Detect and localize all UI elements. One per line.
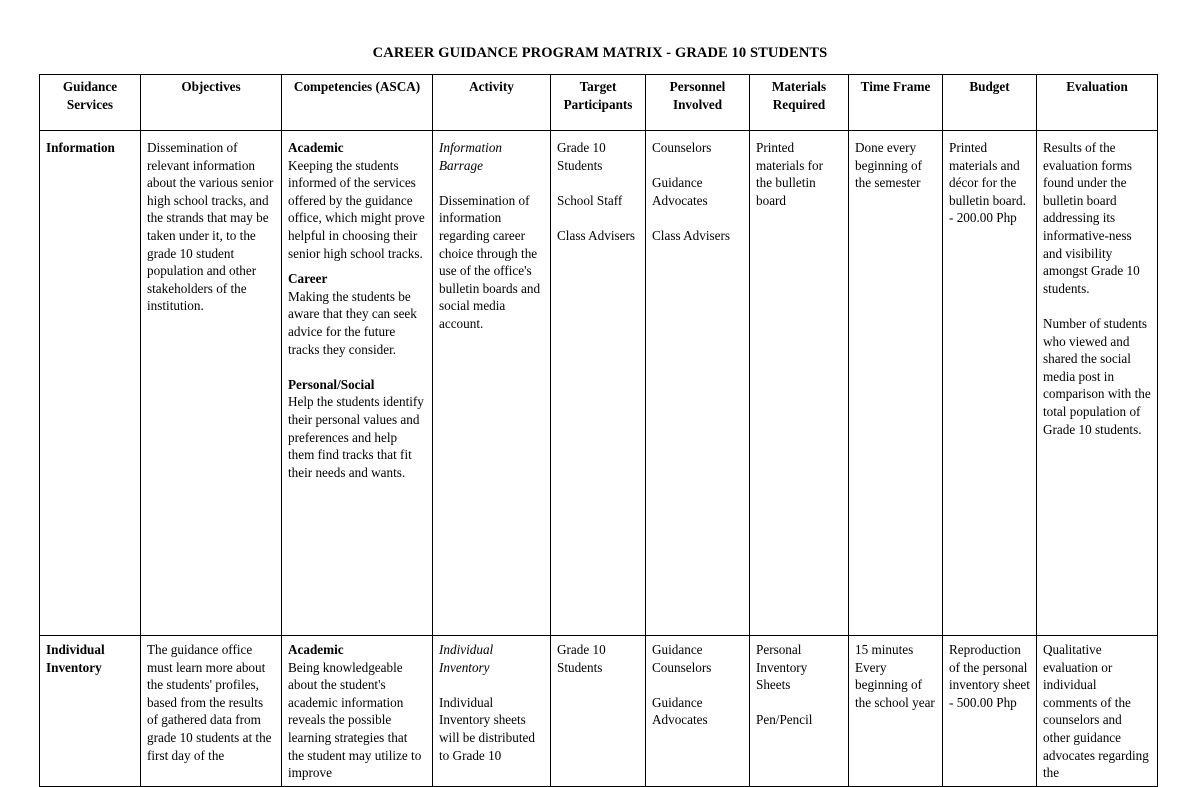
personnel-cell bbox=[646, 636, 750, 787]
personnel-item: Class Advisers bbox=[652, 227, 731, 243]
time-frame-item: 15 minutes bbox=[855, 642, 914, 657]
service-name: Individual Inventory bbox=[46, 642, 105, 675]
competency-text: Being knowledgeable about the student's academic information reveals the possible learning strategies that the student may utilize to improve bbox=[288, 659, 422, 781]
personnel-item: Guidance Counselors bbox=[652, 642, 712, 675]
objectives-cell bbox=[141, 131, 282, 636]
evaluation-item: Results of the evaluation forms found under the bulletin board addressing its informative-ness and visibility amongst Grade 10 students. bbox=[1043, 140, 1140, 296]
evaluation-cell bbox=[1037, 131, 1158, 636]
personnel-cell bbox=[646, 131, 750, 636]
evaluation-cell bbox=[1037, 636, 1158, 787]
header-budget: Budget bbox=[943, 75, 1037, 131]
service-cell bbox=[40, 636, 141, 787]
budget-text: Printed materials and décor for the bulletin board. - 200.00 Php bbox=[949, 140, 1026, 226]
service-name: Information bbox=[46, 140, 115, 155]
participants-cell bbox=[551, 636, 646, 787]
header-time-frame: Time Frame bbox=[849, 75, 943, 131]
participants-cell bbox=[551, 131, 646, 636]
table-row bbox=[40, 131, 1158, 636]
time-frame-cell bbox=[849, 636, 943, 787]
objectives-text: Dissemination of relevant information about the various senior high school tracks, and the strands that may be taken under it, to the grade 10 student population and other stakeholders of the institution. bbox=[147, 140, 274, 314]
table-row bbox=[40, 636, 1158, 787]
header-competencies: Competencies (ASCA) bbox=[282, 75, 433, 131]
personnel-item: Guidance Advocates bbox=[652, 694, 708, 728]
objectives-text: The guidance office must learn more about the students' profiles, based from the results of gathered data from grade 10 students at the first day of the bbox=[147, 642, 272, 763]
personnel-item: Guidance Advocates bbox=[652, 175, 708, 208]
time-frame-item: Every beginning of the school year bbox=[855, 659, 935, 710]
activity-description: Individual Inventory sheets will be distributed to Grade 10 bbox=[439, 694, 535, 763]
page-title: CAREER GUIDANCE PROGRAM MATRIX - GRADE 10 STUDENTS bbox=[372, 45, 828, 61]
participant-item: School Staff bbox=[557, 192, 623, 208]
competencies-cell bbox=[282, 636, 433, 787]
header-target-participants: Target Participants bbox=[551, 75, 646, 131]
material-item: Printed materials for the bulletin board bbox=[756, 140, 824, 208]
activity-cell bbox=[433, 636, 551, 787]
header-evaluation: Evaluation bbox=[1037, 75, 1158, 131]
personnel-item: Counselors bbox=[652, 140, 712, 155]
budget-cell bbox=[943, 636, 1037, 787]
materials-cell bbox=[750, 131, 849, 636]
competency-heading: Career bbox=[288, 271, 328, 287]
budget-cell bbox=[943, 131, 1037, 636]
material-item: Pen/Pencil bbox=[756, 712, 813, 728]
service-cell bbox=[40, 131, 141, 636]
evaluation-item: Qualitative evaluation or individual comments of the counselors and other guidance advocates regarding the bbox=[1043, 642, 1149, 781]
budget-text: Reproduction of the personal inventory sheet - 500.00 Php bbox=[949, 642, 1030, 710]
time-frame-cell bbox=[849, 131, 943, 636]
header-guidance-services: Guidance Services bbox=[40, 75, 141, 131]
competencies-cell bbox=[282, 131, 433, 636]
activity-name: Individual Inventory bbox=[439, 642, 494, 675]
competency-text: Help the students identify their personal values and preferences and help them find tracks that fit their needs and wants. bbox=[288, 394, 424, 480]
material-item: Personal Inventory Sheets bbox=[756, 642, 808, 693]
program-matrix-table bbox=[39, 74, 1158, 787]
participant-item: Grade 10 Students bbox=[557, 140, 606, 173]
participant-item: Grade 10 Students bbox=[557, 642, 606, 675]
competency-heading: Academic bbox=[288, 642, 344, 657]
competency-heading: Personal/Social bbox=[288, 376, 375, 392]
activity-cell bbox=[433, 131, 551, 636]
activity-description: Dissemination of information regarding career choice through the use of the office's bulletin boards and social media account. bbox=[439, 192, 541, 331]
time-frame-item: Done every beginning of the semester bbox=[855, 140, 923, 191]
header-personnel-involved: Personnel Involved bbox=[646, 75, 750, 131]
competency-text: Making the students be aware that they can seek advice for the future tracks they consider. bbox=[288, 288, 417, 357]
competency-heading: Academic bbox=[288, 140, 344, 155]
participant-item: Class Advisers bbox=[557, 227, 636, 243]
header-row bbox=[40, 75, 1158, 131]
objectives-cell bbox=[141, 636, 282, 787]
header-objectives: Objectives bbox=[141, 75, 282, 131]
header-materials-required: Materials Required bbox=[750, 75, 849, 131]
header-activity: Activity bbox=[433, 75, 551, 131]
competency-text: Keeping the students informed of the services offered by the guidance office, which might prove helpful in choosing their senior high school tracks. bbox=[288, 157, 425, 261]
activity-name: Information Barrage bbox=[439, 140, 503, 173]
materials-cell bbox=[750, 636, 849, 787]
evaluation-item: Number of students who viewed and shared the social media post in comparison with the total population of Grade 10 students. bbox=[1043, 315, 1151, 437]
